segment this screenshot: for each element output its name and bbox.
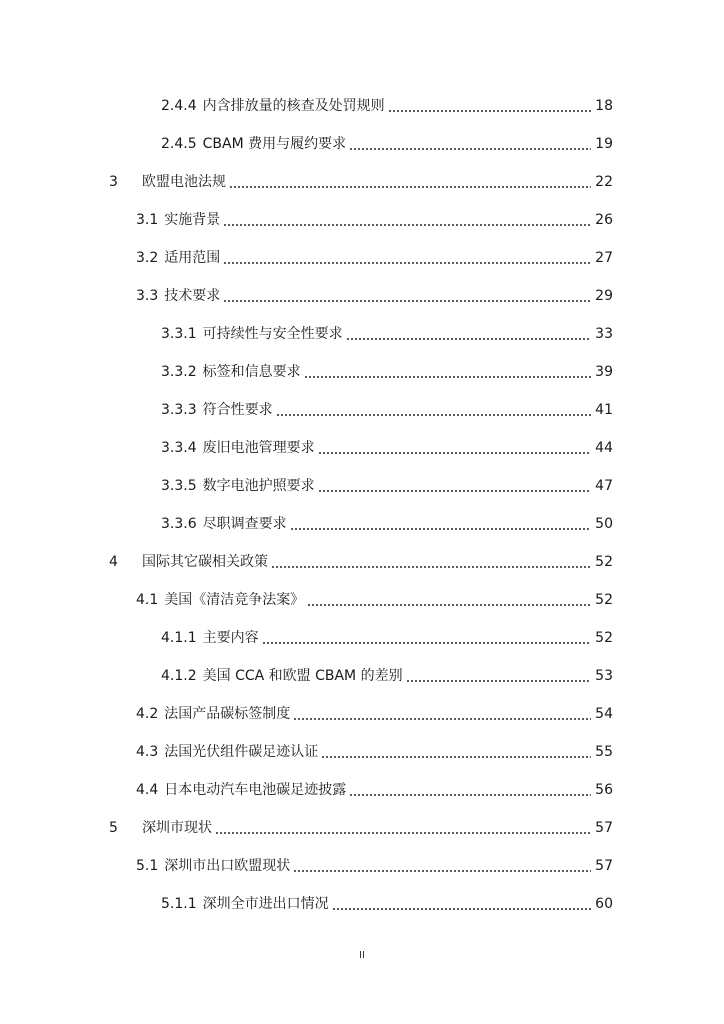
toc-entry-3-3-2[interactable] [161,361,613,383]
toc-entry-4-4[interactable] [136,779,613,801]
toc-number: 3.1 [136,212,159,228]
leader-dots [290,513,592,535]
toc-entry-3-3-4[interactable] [161,437,613,459]
toc-entry-3-3-5[interactable] [161,475,613,497]
toc-title: 符合性要求 [202,402,273,418]
toc-number: 3.3.2 [161,364,197,380]
toc-title: 适用范围 [164,250,221,266]
toc-entry-3[interactable] [109,171,613,193]
toc-title: 法国光伏组件碳足迹认证 [164,744,319,760]
toc-title: 欧盟电池法规 [142,174,226,190]
toc-number: 4.3 [136,744,159,760]
toc-number: 3.3.1 [161,326,197,342]
toc-entry-3-3-3[interactable] [161,399,613,421]
toc-number: 2.4.5 [161,136,197,152]
toc-title: 深圳市现状 [142,820,212,836]
toc-title: 国际其它碳相关政策 [142,554,268,570]
leader-dots [318,475,592,497]
toc-number: 5.1 [136,858,159,874]
toc-page-number: 54 [595,706,613,722]
toc-title: 美国《清洁竞争法案》 [164,592,305,608]
leader-dots [223,247,591,269]
toc-title: CBAM 费用与履约要求 [202,136,347,152]
toc-number: 3.3.5 [161,478,197,494]
toc-title: 标签和信息要求 [202,364,301,380]
toc-entry-4[interactable] [109,551,613,573]
toc-number: 4.1.1 [161,630,197,646]
toc-number: 3 [109,174,118,190]
toc-page-number: 55 [595,744,613,760]
toc-title: 尽职调查要求 [202,516,287,532]
toc-page-number: 47 [595,478,613,494]
toc-number: 3.3.3 [161,402,197,418]
toc-number: 4 [109,554,118,570]
toc-title: 深圳市出口欧盟现状 [164,858,291,874]
toc-title: 数字电池护照要求 [202,478,315,494]
toc-page-number: 57 [595,820,613,836]
toc-entry-4-1-1[interactable] [161,627,613,649]
leader-dots [332,893,592,915]
leader-dots [223,285,591,307]
toc-page-number: 60 [595,896,613,912]
leader-dots [388,95,592,117]
toc-title: 废旧电池管理要求 [202,440,315,456]
toc-page-number: 53 [595,668,613,684]
toc-number: 3.3.4 [161,440,197,456]
toc-entry-2-4-5[interactable] [161,133,613,155]
toc-page-number: 52 [595,554,613,570]
toc-title: 法国产品碳标签制度 [164,706,291,722]
toc-entry-3-2[interactable] [136,247,613,269]
toc-title: 技术要求 [164,288,221,304]
toc-number: 4.2 [136,706,159,722]
leader-dots [307,589,591,611]
leader-dots [304,361,592,383]
leader-dots [293,855,591,877]
leader-dots [346,323,592,345]
toc-page-number: 26 [595,212,613,228]
toc-entry-4-2[interactable] [136,703,613,725]
toc-entry-3-3-1[interactable] [161,323,613,345]
toc-number: 2.4.4 [161,98,197,114]
toc-title: 内含排放量的核查及处罚规则 [202,98,385,114]
toc-number: 4.1 [136,592,159,608]
toc-page-number: 44 [595,440,613,456]
leader-dots [321,741,591,763]
leader-dots [349,779,591,801]
toc-page-number: 57 [595,858,613,874]
toc-title: 日本电动汽车电池碳足迹披露 [164,782,347,798]
toc-page-number: 27 [595,250,613,266]
toc-page-number: 41 [595,402,613,418]
toc-number: 5.1.1 [161,896,197,912]
leader-dots [262,627,592,649]
toc-page-number: 56 [595,782,613,798]
toc-number: 4.1.2 [161,668,197,684]
toc-number: 3.3 [136,288,159,304]
leader-dots [223,209,591,231]
toc-page-number: 33 [595,326,613,342]
leader-dots [406,665,592,687]
toc-title: 实施背景 [164,212,221,228]
toc-page-number: 22 [595,174,613,190]
toc-title: 主要内容 [202,630,259,646]
toc-number: 4.4 [136,782,159,798]
leader-dots [318,437,592,459]
leader-dots [229,171,591,193]
toc-entry-3-3-6[interactable] [161,513,613,535]
toc-page-number: 29 [595,288,613,304]
toc-entry-5-1-1[interactable] [161,893,613,915]
toc-page-number: 50 [595,516,613,532]
toc-entry-5[interactable] [109,817,613,839]
toc-page-number: 19 [595,136,613,152]
toc-page-number: 52 [595,592,613,608]
toc-number: 5 [109,820,118,836]
toc-page-number: 52 [595,630,613,646]
toc-title: 深圳全市进出口情况 [202,896,329,912]
page-footer-number: II [359,950,365,961]
toc-entry-2-4-4[interactable] [161,95,613,117]
leader-dots [215,817,591,839]
toc-title: 可持续性与安全性要求 [202,326,343,342]
toc-number: 3.3.6 [161,516,197,532]
toc-page-number: 39 [595,364,613,380]
toc-entry-5-1[interactable] [136,855,613,877]
toc-entry-3-3[interactable] [136,285,613,307]
leader-dots [349,133,591,155]
leader-dots [276,399,592,421]
toc-title: 美国 CCA 和欧盟 CBAM 的差别 [202,668,403,684]
toc-entry-3-1[interactable] [136,209,613,231]
toc-page-number: 18 [595,98,613,114]
leader-dots [271,551,591,573]
leader-dots [293,703,591,725]
toc-entry-4-3[interactable] [136,741,613,763]
toc-entry-4-1[interactable] [136,589,613,611]
toc-entry-4-1-2[interactable] [161,665,613,687]
toc-number: 3.2 [136,250,159,266]
